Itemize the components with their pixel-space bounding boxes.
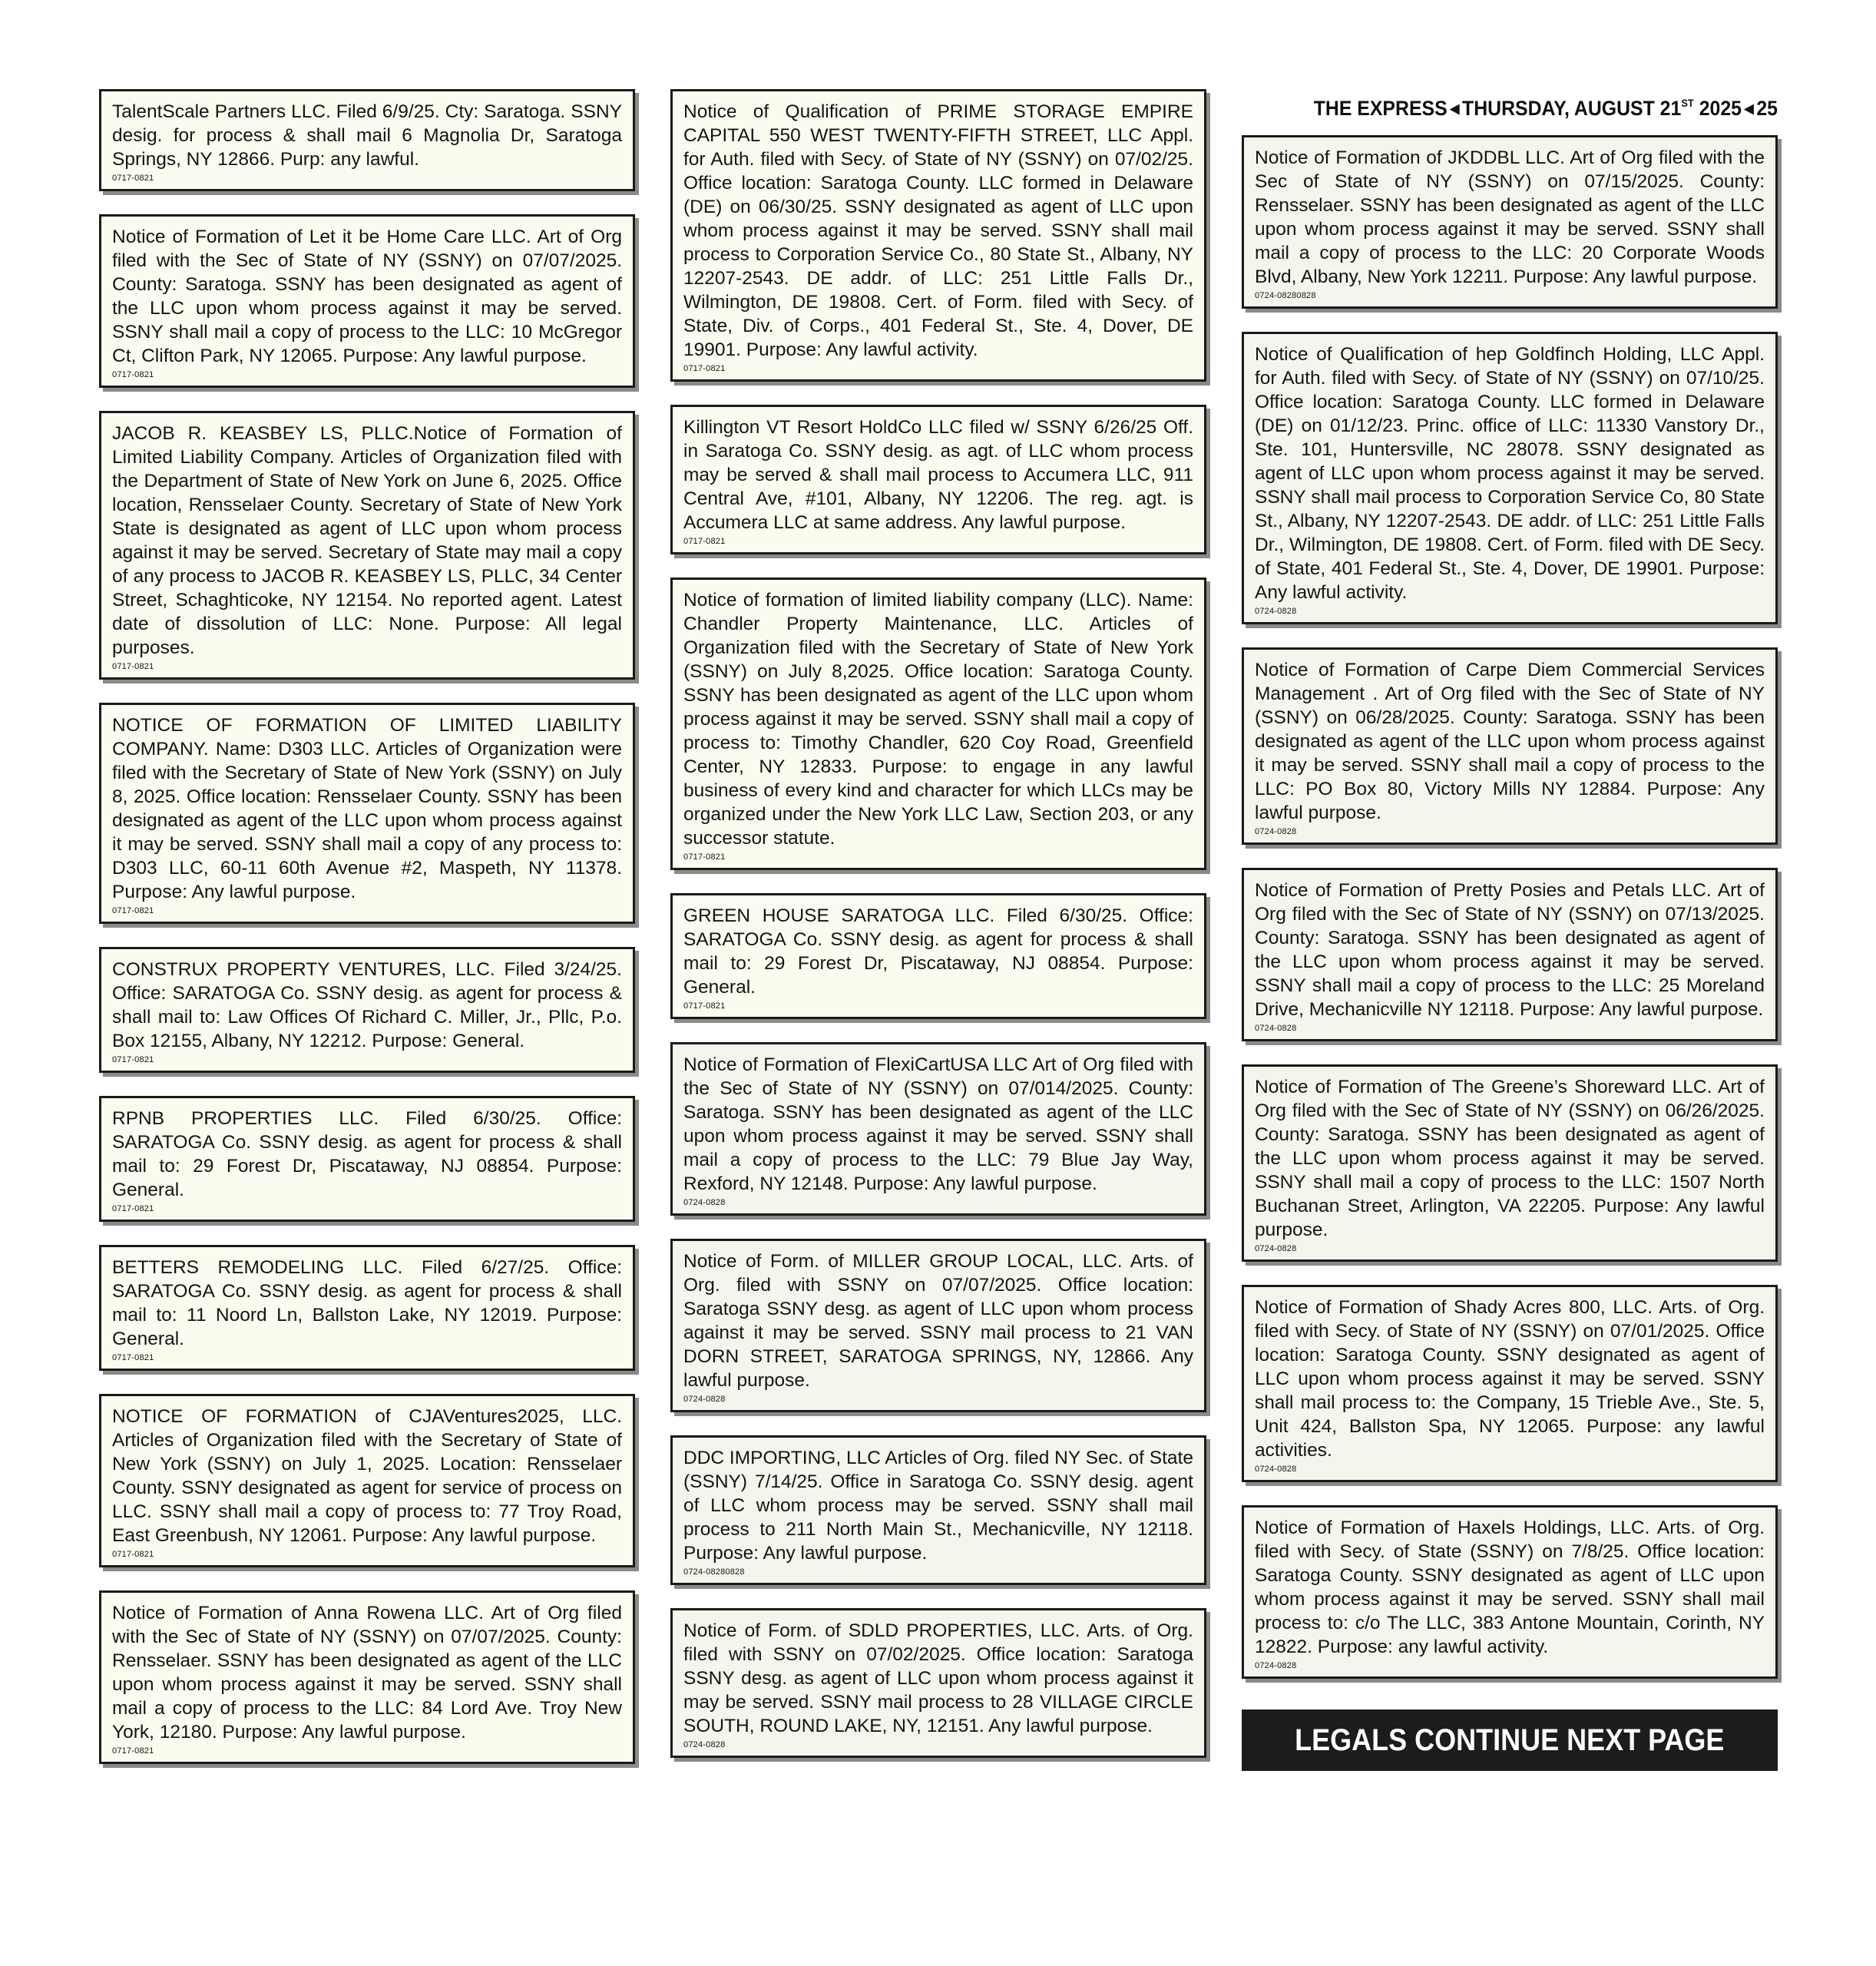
legal-notice [99, 1096, 635, 1222]
notice-text: Notice of Formation of Carpe Diem Commercial Services Management . Art of Org filed with the Sec of State of NY (SSNY) on 06/28/2025. County: Saratoga. SSNY has been designated as agent of the LLC upon whom process against it may be served. SSNY shall mail a copy of process to the LLC: PO Box 80, Victory Mills NY 12884. Purpose: Any lawful purpose. [1255, 660, 1765, 823]
legal-notice [670, 89, 1206, 382]
notice-code: 0717-0821 [112, 174, 154, 183]
legal-notice [1242, 868, 1778, 1041]
notice-code: 0717-0821 [112, 1204, 154, 1213]
notice-text: Notice of Formation of Haxels Holdings, LLC. Arts. of Org. filed with Secy. of State (SSNY) on 7/8/25. Office location: Saratoga County. SSNY designated as agent of LLC upon whom process against it may be served. SSNY shall mail process to: c/o The LLC, 383 Antone Mountain, Corinth, NY 12822. Purpose: any lawful activity. [1255, 1518, 1765, 1657]
notice-code: 0717-0821 [683, 537, 726, 546]
notice-code: 0717-0821 [683, 364, 726, 373]
notice-code: 0717-0821 [112, 1550, 154, 1559]
paper-name: THE EXPRESS [1313, 97, 1448, 120]
notice-text: BETTERS REMODELING LLC. Filed 6/27/25. Office: SARATOGA Co. SSNY desig. as agent for process & shall mail to: 11 Noord Ln, Ballston Lake, NY 12019. Purpose: General. [112, 1257, 622, 1349]
notice-text: Notice of Formation of The Greene’s Shoreward LLC. Art of Org filed with the Sec of State of NY (SSNY) on 06/26/2025. County: Saratoga. SSNY has been designated as agent of the LLC upon whom process against it may be served. SSNY shall mail a copy of process to the LLC: 1507 North Buchanan Street, Arlington, VA 22205. Purpose: Any lawful purpose. [1255, 1077, 1765, 1240]
legal-notice [99, 947, 635, 1073]
legal-notice [670, 1042, 1206, 1216]
legal-notice [99, 703, 635, 924]
continue-text: LEGALS CONTINUE NEXT PAGE [1295, 1723, 1725, 1757]
legal-notice [1242, 1285, 1778, 1482]
legal-notice [1242, 332, 1778, 624]
legal-notice [99, 1394, 635, 1567]
notice-code: 0717-0821 [112, 662, 154, 671]
triangle-left-icon: ◀ [1744, 101, 1754, 116]
notice-code: 0724-0828 [683, 1395, 726, 1404]
notice-text: GREEN HOUSE SARATOGA LLC. Filed 6/30/25. Office: SARATOGA Co. SSNY desig. as agent for process & shall mail to: 29 Forest Dr, Piscataway, NJ 08854. Purpose: General. [683, 905, 1193, 998]
triangle-left-icon: ◀ [1450, 101, 1460, 116]
notice-text: Notice of Formation of Let it be Home Care LLC. Art of Org filed with the Sec of State of NY (SSNY) on 07/07/2025. County: Saratoga. SSNY has been designated as agent of the LLC upon whom process against it may be served. SSNY shall mail a copy of process to the LLC: 10 McGregor Ct, Clifton Park, NY 12065. Purpose: Any lawful purpose. [112, 227, 622, 366]
notice-text: Notice of Form. of SDLD PROPERTIES, LLC. Arts. of Org. filed with SSNY on 07/02/2025. Office location: Saratoga SSNY desg. as agent of LLC upon whom process against it may be served. SSNY mail process to 28 VILLAGE CIRCLE SOUTH, ROUND LAKE, NY, 12151. Any lawful purpose. [683, 1620, 1193, 1736]
legal-notice [99, 1590, 635, 1764]
notice-code: 0724-0828 [1255, 607, 1297, 616]
legal-notice [670, 1239, 1206, 1412]
legals-continue-banner [1242, 1709, 1778, 1771]
notice-text: Notice of Form. of MILLER GROUP LOCAL, LLC. Arts. of Org. filed with SSNY on 07/07/2025. Office location: Saratoga SSNY desg. as agent of LLC upon whom process against it may be served. SSNY mail process to 21 VAN DORN STREET, SARATOGA SPRINGS, NY, 12866. Any lawful purpose. [683, 1251, 1193, 1391]
legal-notice [1242, 135, 1778, 309]
page-number: 25 [1756, 97, 1778, 120]
notice-code: 0717-0821 [112, 1746, 154, 1756]
page-masthead [1285, 89, 1778, 123]
notice-code: 0717-0821 [112, 1353, 154, 1362]
notice-text: Notice of Formation of JKDDBL LLC. Art of Org filed with the Sec of State of NY (SSNY) on 07/15/2025. County: Rensselaer. SSNY has been designated as agent of the LLC upon whom process against it may be served. SSNY shall mail a copy of process to the LLC: 20 Corporate Woods Blvd, Albany, New York 12211. Purpose: Any lawful purpose. [1255, 147, 1765, 287]
issue-date: THURSDAY, AUGUST 21 [1462, 97, 1682, 120]
legal-notice [1242, 647, 1778, 845]
notice-code: 0724-0828 [683, 1198, 726, 1207]
legal-notice [99, 1245, 635, 1371]
legal-notice [99, 214, 635, 388]
legal-notice [1242, 1064, 1778, 1262]
legal-notice [670, 1435, 1206, 1585]
notice-text: Notice of Formation of Anna Rowena LLC. Art of Org filed with the Sec of State of NY (SSNY) on 07/07/2025. County: Rensselaer. SSNY has been designated as agent of the LLC upon whom process against it may be served. SSNY shall mail a copy of process to the LLC: 84 Lord Ave. Troy New York, 12180. Purpose: Any lawful purpose. [112, 1603, 622, 1743]
notice-text: JACOB R. KEASBEY LS, PLLC.Notice of Formation of Limited Liability Company. Articles of Organization filed with the Department of State of New York on June 6, 2025. Office location, Rensselaer County. Secretary of State of New York State is designated as agent of LLC upon whom process against it may be served. Secretary of State may mail a copy of any process to JACOB R. KEASBEY LS, PLLC, 34 Center Street, Schaghticoke, NY 12154. No reported agent. Latest date of dissolution of LLC: None. Purpose: All legal purposes. [112, 423, 622, 658]
notice-code: 0724-08280828 [1255, 291, 1316, 300]
legal-notice [99, 89, 635, 191]
legal-notice [99, 411, 635, 680]
notice-text: TalentScale Partners LLC. Filed 6/9/25. Cty: Saratoga. SSNY desig. for process & shall mail 6 Magnolia Dr, Saratoga Springs, NY 12866. Purp: any lawful. [112, 101, 622, 170]
notice-code: 0717-0821 [112, 370, 154, 379]
notice-text: Notice of formation of limited liability company (LLC). Name: Chandler Property Maintenance, LLC. Articles of Organization filed with the Secretary of State of New York (SSNY) on July 8,2025. Office location: Saratoga County. SSNY has been designated as agent of the LLC upon whom process against it may be served. SSNY shall mail a copy of process to: Timothy Chandler, 620 Coy Road, Greenfield Center, NY 12833. Purpose: to engage in any lawful business of every kind and character for which LLCs may be organized under the New York LLC Law, Section 203, or any successor statute. [683, 590, 1193, 849]
legal-notice [670, 578, 1206, 870]
notice-code: 0724-0828 [1255, 1244, 1297, 1253]
notice-text: DDC IMPORTING, LLC Articles of Org. filed NY Sec. of State (SSNY) 7/14/25. Office in Saratoga Co. SSNY desig. agent of LLC whom process may be served. SSNY shall mail process to 211 North Main St., Mechanicville, NY 12118. Purpose: Any lawful purpose. [683, 1448, 1193, 1564]
notice-text: Notice of Formation of Pretty Posies and Petals LLC. Art of Org filed with the Sec of State of NY (SSNY) on 07/13/2025. County: Saratoga. SSNY has been designated as agent of the LLC upon whom process against it may be served. SSNY shall mail a copy of process to the LLC: 25 Moreland Drive, Mechanicville NY 12118. Purpose: Any lawful purpose. [1255, 880, 1765, 1020]
date-suffix: ST [1681, 97, 1694, 109]
notice-text: Notice of Formation of FlexiCartUSA LLC Art of Org filed with the Sec of State of NY (SSNY) on 07/014/2025. County: Saratoga. SSNY has been designated as agent of the LLC upon whom process against it may be served. SSNY shall mail a copy of process to the LLC: 79 Blue Jay Way, Rexford, NY 12148. Purpose: Any lawful purpose. [683, 1054, 1193, 1194]
notice-text: Notice of Qualification of hep Goldfinch Holding, LLC Appl. for Auth. filed with Secy. of State of NY (SSNY) on 07/10/25. Office location: Saratoga County. LLC formed in Delaware (DE) on 01/12/23. Princ. office of LLC: 11330 Vanstory Dr., Ste. 101, Huntersville, NC 28078. SSNY designated as agent of LLC upon whom process against it may be served. SSNY shall mail process to Corporation Service Co, 80 State St., Albany, NY 12207-2543. DE addr. of LLC: 251 Little Falls Dr., Wilmington, DE 19808. Cert. of Form. filed with DE Secy. of State, 401 Federal St., Ste. 4, Dover, DE 19901. Purpose: Any lawful activity. [1255, 344, 1765, 603]
notice-text: NOTICE OF FORMATION of CJAVentures2025, LLC. Articles of Organization filed with the Secretary of State of New York (SSNY) on July 1, 2025. Location: Rensselaer County. SSNY designated as agent for service of process on LLC. SSNY shall mail a copy of process to: 77 Troy Road, East Greenbush, NY 12061. Purpose: Any lawful purpose. [112, 1406, 622, 1546]
notice-text: Killington VT Resort HoldCo LLC filed w/ SSNY 6/26/25 Off. in Saratoga Co. SSNY desig. as agt. of LLC whom process may be served & shall mail process to Accumera LLC, 911 Central Ave, #101, Albany, NY 12206. The reg. agt. is Accumera LLC at same address. Any lawful purpose. [683, 417, 1193, 533]
notice-code: 0717-0821 [683, 1001, 726, 1011]
notice-code: 0724-0828 [1255, 1024, 1297, 1033]
notice-text: Notice of Formation of Shady Acres 800, LLC. Arts. of Org. filed with Secy. of State of NY (SSNY) on 07/01/2025. Office location: Saratoga County. SSNY designated as agent of LLC upon whom process against it may be served. SSNY shall mail process to: the Company, 15 Trieble Ave., Ste. 5, Unit 424, Ballston Spa, NY 12065. Purpose: any lawful activities. [1255, 1297, 1765, 1461]
legal-notices-column-1 [99, 89, 635, 1787]
notice-code: 0724-0828 [1255, 1465, 1297, 1474]
legal-notice [670, 405, 1206, 554]
notice-text: CONSTRUX PROPERTY VENTURES, LLC. Filed 3/24/25. Office: SARATOGA Co. SSNY desig. as agent for process & shall mail to: Law Offices Of Richard C. Miller, Jr., Pllc, P.o. Box 12155, Albany, NY 12212. Purpose: General. [112, 959, 622, 1051]
notice-code: 0717-0821 [683, 852, 726, 862]
notice-code: 0724-0828 [1255, 1661, 1297, 1670]
notice-text: NOTICE OF FORMATION OF LIMITED LIABILITY COMPANY. Name: D303 LLC. Articles of Organization were filed with the Secretary of State of New York (SSNY) on July 8, 2025. Office location: Rensselaer County. SSNY has been designated as agent of the LLC upon whom process against it may be served. SSNY shall mail a copy of any process to: D303 LLC, 60-11 60th Avenue #2, Maspeth, NY 11378. Purpose: Any lawful purpose. [112, 715, 622, 902]
legal-notices-column-2 [670, 89, 1206, 1781]
legal-notice [670, 893, 1206, 1019]
notice-code: 0724-08280828 [683, 1567, 745, 1577]
issue-year: 2025 [1699, 97, 1742, 120]
notice-code: 0717-0821 [112, 906, 154, 915]
legal-notice [1242, 1505, 1778, 1679]
notice-code: 0717-0821 [112, 1055, 154, 1064]
notice-code: 0724-0828 [683, 1740, 726, 1749]
notice-text: Notice of Qualification of PRIME STORAGE EMPIRE CAPITAL 550 WEST TWENTY-FIFTH STREET, LLC Appl. for Auth. filed with Secy. of State of NY (SSNY) on 07/02/25. Office location: Saratoga County. LLC formed in Delaware (DE) on 06/30/25. SSNY designated as agent of LLC upon whom process against it may be served. SSNY shall mail process to Corporation Service Co., 80 State St., Albany, NY 12207-2543. DE addr. of LLC: 251 Little Falls Dr., Wilmington, DE 19808. Cert. of Form. filed with Secy. of State, Div. of Corps., 401 Federal St., Ste. 4, Dover, DE 19901. Purpose: Any lawful activity. [683, 101, 1193, 360]
legal-notice [670, 1608, 1206, 1758]
notice-text: RPNB PROPERTIES LLC. Filed 6/30/25. Office: SARATOGA Co. SSNY desig. as agent for process & shall mail to: 29 Forest Dr, Piscataway, NJ 08854. Purpose: General. [112, 1108, 622, 1200]
notice-code: 0724-0828 [1255, 827, 1297, 836]
